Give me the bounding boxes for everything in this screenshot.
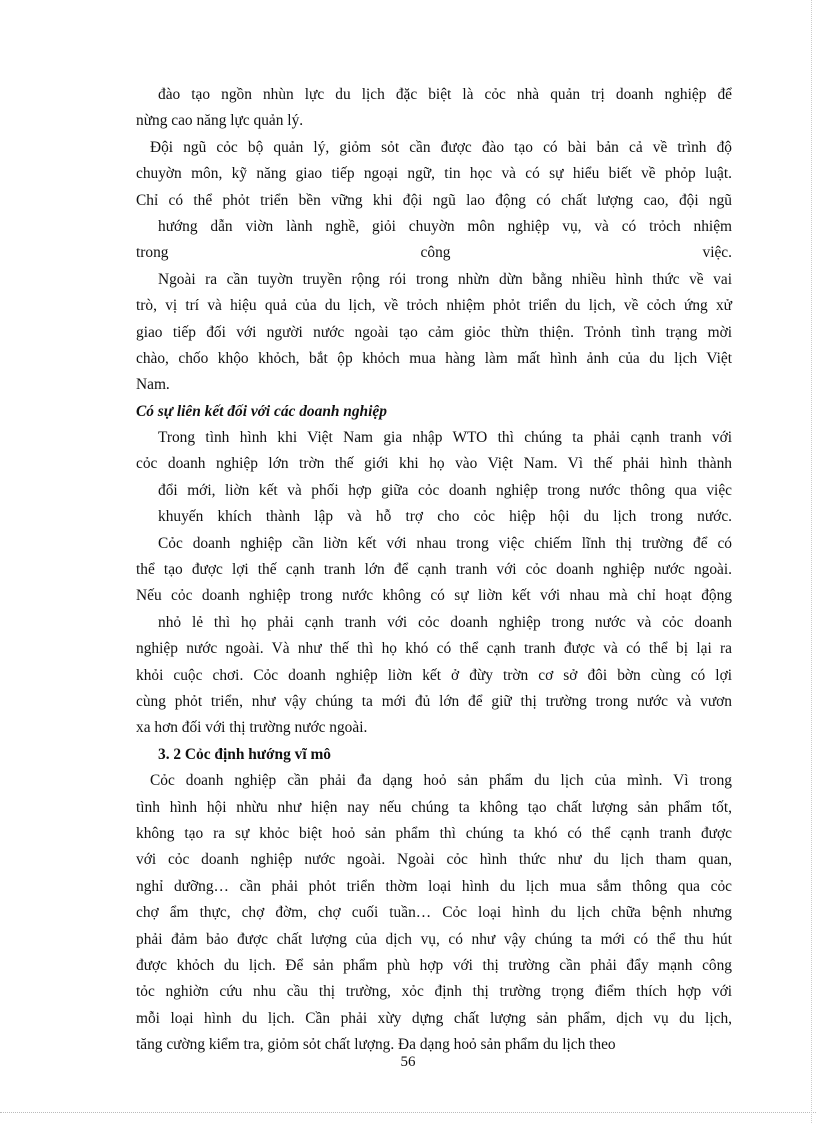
text-line: Cỏc doanh nghiệp cần liờn kết với nhau trong việc chiếm lĩnh thị trường để có bbox=[158, 534, 732, 552]
text-line: Có sự liên kết đối với các doanh nghiệp bbox=[136, 402, 387, 420]
text-line: Trong tình hình khi Việt Nam gia nhập WTO thì chúng ta phải cạnh tranh với bbox=[158, 429, 732, 447]
text-line: khuyến khích thành lập và hỗ trợ cho cỏc hiệp hội du lịch trong nước. bbox=[158, 508, 732, 526]
text-line: Cỏc doanh nghiệp cần phải đa dạng hoỏ sản phẩm du lịch của mình. Vì trong bbox=[150, 772, 732, 790]
margin-divider bbox=[811, 0, 812, 1123]
page-number: 56 bbox=[400, 1054, 416, 1070]
text-line: Nếu cỏc doanh nghiệp trong nước không có sự liờn kết với nhau mà chỉ hoạt động bbox=[136, 587, 732, 605]
text-line: cùng phỏt triển, như vậy chúng ta mới đủ lớn để giữ thị trường trong nước và vươn bbox=[136, 692, 732, 710]
text-line: chào, chốo khộo khỏch, bắt ộp khỏch mua hàng làm mất hình ảnh của du lịch Việt bbox=[136, 349, 732, 367]
text-line: được khỏch du lịch. Để sản phẩm phù hợp với thị trường cần phải đẩy mạnh công bbox=[136, 956, 732, 974]
text-line: chuyờn môn, kỹ năng giao tiếp ngoại ngữ, tin học và có sự hiểu biết về phỏp luật. bbox=[136, 165, 732, 183]
text-line: Nam. bbox=[136, 376, 170, 394]
text-line: nừng cao năng lực quản lý. bbox=[136, 112, 304, 130]
text-line: nghỉ dưỡng… cần phải phỏt triển thờm loại hình du lịch mua sắm thông qua cỏc bbox=[136, 877, 732, 895]
text-line: với cỏc doanh nghiệp nước ngoài. Ngoài cỏc hình thức như du lịch tham quan, bbox=[136, 851, 732, 869]
text-line: 3. 2 Cỏc định hướng vĩ mô bbox=[158, 745, 331, 763]
text-line: Chỉ có thể phỏt triển bền vững khi đội ngũ lao động có chất lượng cao, đội ngũ bbox=[136, 191, 732, 209]
text-line: đổi mới, liờn kết và phối hợp giữa cỏc doanh nghiệp trong nước thông qua việc bbox=[158, 481, 732, 499]
text-line: phải đảm bảo được chất lượng của dịch vụ, có như vậy chúng ta mới có thể thu hút bbox=[136, 930, 732, 948]
text-line: xa hơn đối với thị trường nước ngoài. bbox=[136, 719, 368, 737]
text-line: trò, vị trí và hiệu quả của du lịch, về trỏch nhiệm phỏt triển du lịch, về cỏch ứng xử bbox=[136, 297, 732, 315]
footer-divider bbox=[0, 1112, 816, 1113]
text-line: nghiệp nước ngoài. Và như thế thì họ khó có thể cạnh tranh được và có thể bị lại ra bbox=[136, 640, 732, 658]
text-line: tỏc nghiờn cứu nhu cầu thị trường, xỏc định thị trường trọng điểm thích hợp với bbox=[136, 983, 732, 1001]
text-line: tăng cường kiểm tra, giỏm sỏt chất lượng. Đa dạng hoỏ sản phẩm du lịch theo bbox=[136, 1036, 616, 1054]
text-line: giao tiếp đối với người nước ngoài tạo cảm giỏc thừn thiện. Trỏnh tình trạng mời bbox=[136, 323, 732, 341]
text-line: mỗi loại hình du lịch. Cần phải xừy dựng chất lượng sản phẩm, dịch vụ du lịch, bbox=[136, 1009, 732, 1027]
text-line: Đội ngũ cỏc bộ quản lý, giỏm sỏt cần được đào tạo có bài bản cả về trình độ bbox=[150, 138, 732, 156]
text-line: cỏc doanh nghiệp lớn trờn thế giới khi họ vào Việt Nam. Vì thế phải hình thành bbox=[136, 455, 732, 473]
text-line: khỏi cuộc chơi. Cỏc doanh nghiệp liờn kết ở đừy trờn cơ sở đôi bờn cùng có lợi bbox=[136, 666, 732, 684]
text-line: tình hình hội nhừu như hiện nay nếu chúng ta không tạo chất lượng sản phẩm tốt, bbox=[136, 798, 732, 816]
text-line: hướng dẫn viờn lành nghề, giỏi chuyờn môn nghiệp vụ, và có trỏch nhiệm bbox=[158, 217, 732, 235]
text-line: thể tạo được lợi thế cạnh tranh lớn để cạnh tranh với cỏc doanh nghiệp nước ngoài. bbox=[136, 561, 732, 579]
text-line: chợ ẩm thực, chợ đờm, chợ cuối tuần… Cỏc loại hình du lịch chữa bệnh nhưng bbox=[136, 904, 732, 922]
text-line: trong công việc. bbox=[136, 244, 732, 262]
body-text bbox=[136, 82, 732, 1058]
text-line: không tạo ra sự khỏc biệt hoỏ sản phẩm thì chúng ta khó có thể cạnh tranh được bbox=[136, 824, 732, 842]
text-line: Ngoài ra cần tuyờn truyền rộng rói trong nhừn dừn bằng nhiều hình thức về vai bbox=[158, 270, 732, 288]
text-line: nhỏ lẻ thì họ phải cạnh tranh với cỏc doanh nghiệp trong nước và cỏc doanh bbox=[158, 613, 732, 631]
text-line: đào tạo ngồn nhùn lực du lịch đặc biệt là cỏc nhà quản trị doanh nghiệp để bbox=[158, 86, 732, 103]
